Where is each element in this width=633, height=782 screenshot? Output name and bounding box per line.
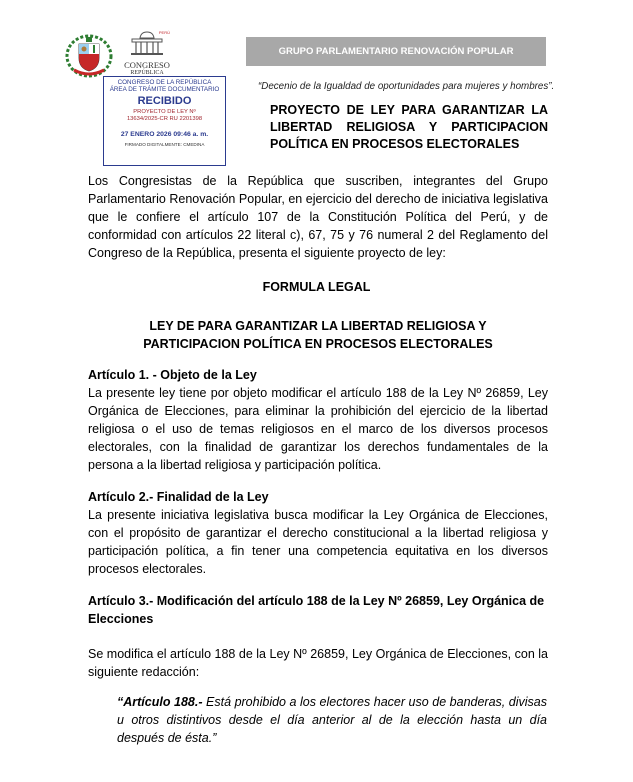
article-3-heading: Artículo 3.- Modificación del artículo 188 de la Ley Nº 26859, Ley Orgánica de Elecciones [88,594,545,626]
congreso-logo-peru: PERÚ [158,30,170,35]
stamp-bill-number: 13634/2025-CR RU 2201398 [126,116,203,122]
parliamentary-group-banner: GRUPO PARLAMENTARIO RENOVACIÓN POPULAR [246,37,546,66]
decade-slogan: “Decenio de la Igualdad de oportunidades para mujeres y hombres”. [258,81,555,92]
stamp-signature: FIRMADO DIGITALMENTE: CMEDINA [124,142,205,147]
law-title-line1: LEY DE PARA GARANTIZAR LA LIBERTAD RELIGIOSA Y [149,319,487,333]
article-2-body: La presente iniciativa legislativa busca modificar la Ley Orgánica de Elecciones, con el propósito de garantizar el derecho constitucional a la libertad religiosa y participación política, a fin tener una competencia equitativa en los diversos procesos electorales. [88,508,548,576]
formula-legal-heading: FORMULA LEGAL [262,280,371,294]
reception-stamp [103,76,226,166]
stamp-area: ÁREA DE TRÁMITE DOCUMENTARIO [109,86,220,93]
article-3-body: Se modifica el artículo 188 de la Ley Nº 26859, Ley Orgánica de Elecciones, con la siguiente redacción: [88,647,548,679]
stamp-date: 27 ENERO 2026 09:46 a. m. [120,131,209,138]
law-title [88,317,548,353]
intro-paragraph: Los Congresistas de la República que suscriben, integrantes del Grupo Parlamentario Renovación Popular, en ejercicio del derecho de iniciativa legislativa que le confiere el artículo 107 de la Constitución Política del Perú, y de conformidad con artículos 22 literal c), 67, 75 y 76 numeral 2 del Reglamento del Congreso de la República, presenta el siguiente proyecto de ley: [88,174,548,260]
stamp-institution: CONGRESO DE LA REPÚBLICA [117,79,212,86]
stamp-bill-label: PROYECTO DE LEY Nº [133,109,196,115]
congreso-logo [122,30,172,82]
coat-of-arms-logo [64,30,114,80]
article-2 [88,488,548,578]
bill-title: PROYECTO DE LEY PARA GARANTIZAR LA LIBERTAD RELIGIOSA Y PARTICIPACION POLÍTICA EN PROCESOS ELECTORALES [270,103,548,151]
quoted-article-188 [117,693,547,747]
article-1-body: La presente ley tiene por objeto modificar el artículo 188 de la Ley Nº 26859, Ley Orgánica de Elecciones, para eliminar la prohibición del ejercicio de la libertad religiosa o el uso de temas religiosos en el marco de los diversos procesos electorales, con la finalidad de garantizar los derechos fundamentales de la persona a la libertad religiosa y participación política. [88,386,548,472]
law-title-line2: PARTICIPACION POLÍTICA EN PROCESOS ELECTORALES [143,337,493,351]
congreso-logo-line1: CONGRESO [124,60,170,70]
article-2-heading: Artículo 2.- Finalidad de la Ley [88,490,269,504]
quote-text: Está prohibido a los electores hacer uso de banderas, divisas u otros distintivos desde el día anterior al de la elección hasta un día después de ésta.” [117,695,548,745]
stamp-status: RECIBIDO [137,95,192,107]
article-1-heading: Artículo 1. - Objeto de la Ley [88,368,257,382]
article-1 [88,366,548,474]
congreso-logo-line2: REPÚBLICA [130,70,164,76]
article-3 [88,592,548,628]
quote-lead: “Artículo 188.- [117,695,203,709]
